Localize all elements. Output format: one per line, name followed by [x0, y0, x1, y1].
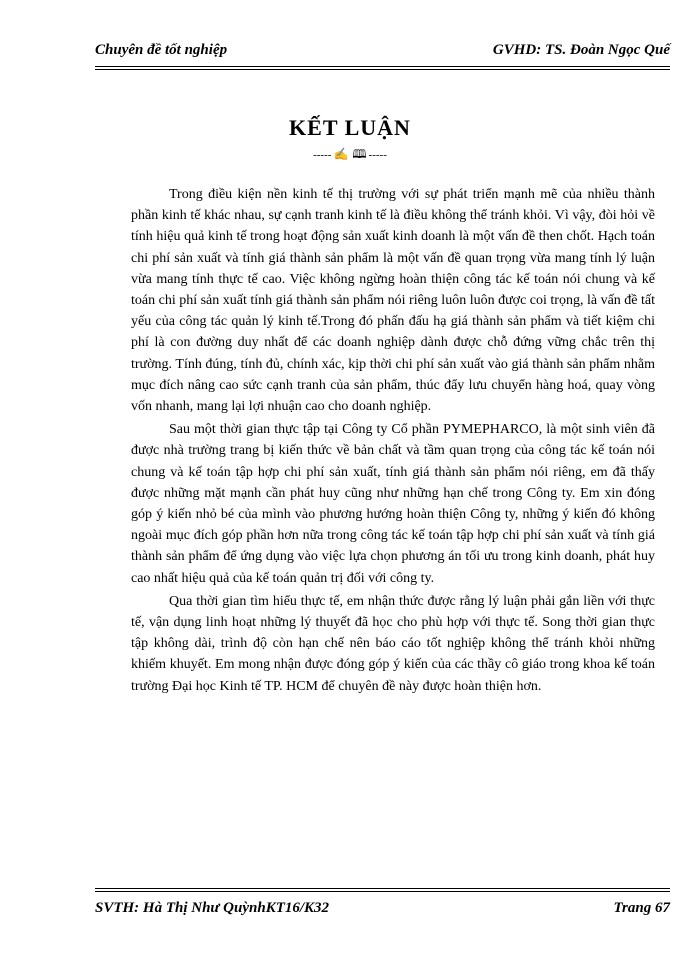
book-icon: 🕮: [352, 147, 367, 161]
paragraph: Qua thời gian tìm hiểu thực tế, em nhận thức được rằng lý luận phải gắn liền với thực tế, vận dụng linh hoạt những lý thuyết đã học cho phù hợp với thực tế. Song thời gian thực tập không dài, trình độ còn hạn chế nên báo cáo tốt nghiệp không thể tránh khỏi những khiếm khuyết. Em mong nhận được đóng góp ý kiến của các thầy cô giáo trong khoa kế toán trường Đại học Kinh tế TP. HCM để chuyên đề này được hoàn thiện hơn.: [131, 593, 655, 694]
writing-hand-icon: ✍: [333, 147, 349, 161]
page-header: [95, 38, 670, 64]
page-number: Trang 67: [613, 900, 670, 916]
title-ornament: [0, 145, 700, 166]
page-title: KẾT LUẬN: [289, 115, 411, 140]
footer-divider: [95, 888, 670, 892]
conclusion-body: [131, 184, 655, 697]
header-divider: [95, 66, 670, 70]
paragraph: Sau một thời gian thực tập tại Công ty Cổ phần PYMEPHARCO, là một sinh viên đã được nhà trường trang bị kiến thức về bản chất và tầm quan trọng của công tác kế toán nói chung và kế toán tập hợp chi phí sản xuất, tính giá thành sản phẩm nói riêng, em đã thấy được những mặt mạnh cần phát huy cũng như những hạn chế trong Công ty. Em xin đóng góp ý kiến nhỏ bé của mình vào phương hướng hoàn thiện Công ty, những ý kiến đó không ngoài mục đích góp phần hơn nữa trong công tác kế toán tập hợp chi phí sản xuất và tính giá thành sản phẩm để ứng dụng vào việc lựa chọn phương án tối ưu trong kinh doanh, phát huy cao nhất hiệu quả của kế toán quản trị đối với công ty.: [131, 422, 655, 586]
header-document-type: Chuyên đề tốt nghiệp: [95, 42, 228, 58]
ornament-dash-right: -----: [368, 149, 387, 161]
footer-student: SVTH: Hà Thị Như QuỳnhKT16/K32: [95, 900, 330, 916]
header-supervisor: GVHD: TS. Đoàn Ngọc Quế: [492, 42, 670, 58]
ornament-dash-left: -----: [313, 149, 332, 161]
page-footer: [95, 896, 670, 920]
paragraph: Trong điều kiện nền kinh tế thị trường với sự phát triển mạnh mẽ của nhiều thành phần kinh tế khác nhau, sự cạnh tranh kinh tế là điều không thể tránh khỏi. Vì vậy, đòi hỏi về tính hiệu quả kinh tế trong hoạt động sản xuất kinh doanh là một vấn đề then chốt. Hạch toán chi phí sản xuất và tính giá thành sản phẩm là một vấn đề quan trọng vừa mang tính lý luận vừa mang tính thực tế cao. Việc không ngừng hoàn thiện công tác kế toán nói chung và kế toán chi phí sản xuất tính giá thành sản phẩm nói riêng luôn luôn được coi trọng, là vấn đề tất yếu của công tác quản lý kinh tế.Trong đó phấn đấu hạ giá thành sản phẩm và tiết kiệm chi phí là con đường duy nhất để các doanh nghiệp dành được chỗ đứng vững chắc trên thị trường. Tính đúng, tính đủ, chính xác, kịp thời chi phí sản xuất vào giá thành sản phẩm nhằm mục đích nâng cao sức cạnh tranh của sản phẩm, thúc đẩy lưu chuyển hàng hoá, quay vòng vốn nhanh, mang lại lợi nhuận cao cho doanh nghiệp.: [131, 187, 655, 415]
